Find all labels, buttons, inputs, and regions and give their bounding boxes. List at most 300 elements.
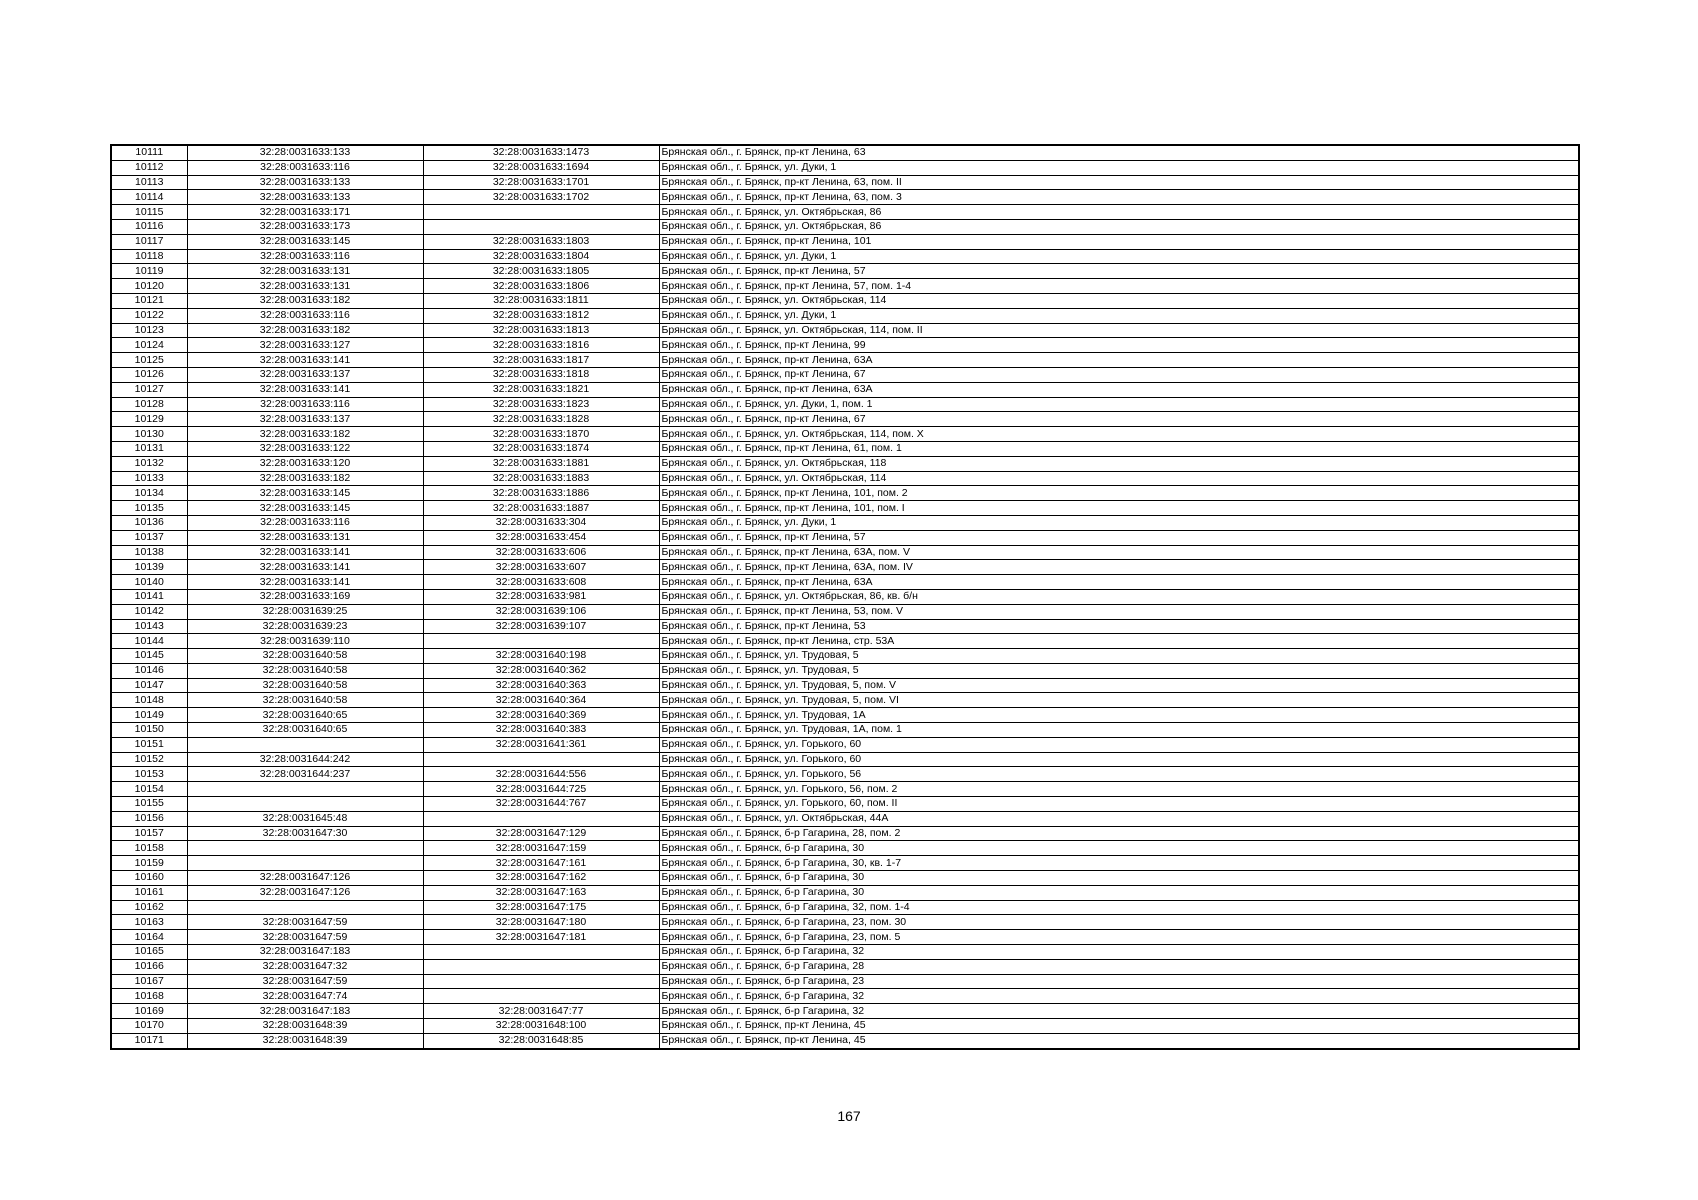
table-row	[111, 219, 1579, 234]
land-plot-number-cell: 32:28:0031647:126	[187, 885, 423, 900]
address-cell: Брянская обл., г. Брянск, ул. Горького, 60, пом. II	[659, 797, 1579, 812]
address-cell: Брянская обл., г. Брянск, ул. Горького, 60	[659, 737, 1579, 752]
land-plot-number-cell: 32:28:0031633:137	[187, 367, 423, 382]
address-cell: Брянская обл., г. Брянск, ул. Октябрьская, 44А	[659, 811, 1579, 826]
building-number-cell	[423, 634, 659, 649]
building-number-cell: 32:28:0031644:556	[423, 767, 659, 782]
address-cell: Брянская обл., г. Брянск, б-р Гагарина, 28, пом. 2	[659, 826, 1579, 841]
row-number-cell: 10166	[111, 959, 187, 974]
table-row	[111, 974, 1579, 989]
page-number: 167	[837, 1108, 861, 1124]
address-cell: Брянская обл., г. Брянск, б-р Гагарина, 30, кв. 1-7	[659, 856, 1579, 871]
land-plot-number-cell	[187, 782, 423, 797]
land-plot-number-cell: 32:28:0031633:182	[187, 323, 423, 338]
building-number-cell: 32:28:0031633:1828	[423, 412, 659, 427]
table-row	[111, 501, 1579, 516]
address-cell: Брянская обл., г. Брянск, ул. Октябрьская, 114, пом. II	[659, 323, 1579, 338]
table-row	[111, 353, 1579, 368]
row-number-cell: 10147	[111, 678, 187, 693]
table-row	[111, 619, 1579, 634]
table-row	[111, 293, 1579, 308]
address-cell: Брянская обл., г. Брянск, б-р Гагарина, 32, пом. 1-4	[659, 900, 1579, 915]
building-number-cell: 32:28:0031639:106	[423, 604, 659, 619]
land-plot-number-cell: 32:28:0031647:59	[187, 915, 423, 930]
table-row	[111, 989, 1579, 1004]
table-row	[111, 693, 1579, 708]
building-number-cell: 32:28:0031648:85	[423, 1033, 659, 1048]
address-cell: Брянская обл., г. Брянск, ул. Октябрьская, 118	[659, 456, 1579, 471]
table-row	[111, 708, 1579, 723]
table-row	[111, 752, 1579, 767]
land-plot-number-cell: 32:28:0031640:58	[187, 663, 423, 678]
table-row	[111, 205, 1579, 220]
row-number-cell: 10128	[111, 397, 187, 412]
table-row	[111, 530, 1579, 545]
building-number-cell: 32:28:0031647:175	[423, 900, 659, 915]
building-number-cell: 32:28:0031648:100	[423, 1019, 659, 1034]
table-row	[111, 545, 1579, 560]
row-number-cell: 10145	[111, 649, 187, 664]
land-plot-number-cell: 32:28:0031640:58	[187, 693, 423, 708]
land-plot-number-cell: 32:28:0031633:116	[187, 397, 423, 412]
land-plot-number-cell: 32:28:0031633:141	[187, 353, 423, 368]
building-number-cell: 32:28:0031647:163	[423, 885, 659, 900]
building-number-cell: 32:28:0031640:364	[423, 693, 659, 708]
row-number-cell: 10137	[111, 530, 187, 545]
address-cell: Брянская обл., г. Брянск, пр-кт Ленина, 53	[659, 619, 1579, 634]
building-number-cell	[423, 989, 659, 1004]
address-cell: Брянская обл., г. Брянск, пр-кт Ленина, 63А	[659, 353, 1579, 368]
address-cell: Брянская обл., г. Брянск, ул. Дуки, 1	[659, 249, 1579, 264]
building-number-cell	[423, 752, 659, 767]
land-plot-number-cell: 32:28:0031633:116	[187, 249, 423, 264]
land-plot-number-cell: 32:28:0031633:131	[187, 530, 423, 545]
row-number-cell: 10143	[111, 619, 187, 634]
address-cell: Брянская обл., г. Брянск, пр-кт Ленина, 101	[659, 234, 1579, 249]
row-number-cell: 10118	[111, 249, 187, 264]
row-number-cell: 10116	[111, 219, 187, 234]
building-number-cell: 32:28:0031633:1817	[423, 353, 659, 368]
address-cell: Брянская обл., г. Брянск, пр-кт Ленина, 57	[659, 264, 1579, 279]
address-cell: Брянская обл., г. Брянск, ул. Дуки, 1	[659, 515, 1579, 530]
building-number-cell: 32:28:0031633:1816	[423, 338, 659, 353]
row-number-cell: 10161	[111, 885, 187, 900]
address-cell: Брянская обл., г. Брянск, ул. Трудовая, 1А	[659, 708, 1579, 723]
land-plot-number-cell: 32:28:0031633:116	[187, 308, 423, 323]
building-number-cell: 32:28:0031633:1701	[423, 175, 659, 190]
address-cell: Брянская обл., г. Брянск, пр-кт Ленина, 63, пом. 3	[659, 190, 1579, 205]
land-plot-number-cell: 32:28:0031640:65	[187, 723, 423, 738]
building-number-cell: 32:28:0031633:1694	[423, 160, 659, 175]
address-cell: Брянская обл., г. Брянск, б-р Гагарина, 23	[659, 974, 1579, 989]
land-plot-number-cell: 32:28:0031647:74	[187, 989, 423, 1004]
table-row	[111, 856, 1579, 871]
address-cell: Брянская обл., г. Брянск, ул. Горького, 56, пом. 2	[659, 782, 1579, 797]
address-cell: Брянская обл., г. Брянск, пр-кт Ленина, 99	[659, 338, 1579, 353]
table-row	[111, 367, 1579, 382]
building-number-cell: 32:28:0031647:162	[423, 871, 659, 886]
address-cell: Брянская обл., г. Брянск, пр-кт Ленина, 63А	[659, 575, 1579, 590]
table-row	[111, 959, 1579, 974]
row-number-cell: 10125	[111, 353, 187, 368]
table-row	[111, 575, 1579, 590]
land-plot-number-cell	[187, 900, 423, 915]
row-number-cell: 10120	[111, 279, 187, 294]
land-plot-number-cell: 32:28:0031647:30	[187, 826, 423, 841]
building-number-cell: 32:28:0031633:981	[423, 589, 659, 604]
land-plot-number-cell: 32:28:0031633:120	[187, 456, 423, 471]
row-number-cell: 10142	[111, 604, 187, 619]
land-plot-number-cell: 32:28:0031647:183	[187, 1004, 423, 1019]
land-plot-number-cell: 32:28:0031633:133	[187, 190, 423, 205]
table-row	[111, 456, 1579, 471]
building-number-cell: 32:28:0031633:1805	[423, 264, 659, 279]
row-number-cell: 10123	[111, 323, 187, 338]
row-number-cell: 10167	[111, 974, 187, 989]
table-row	[111, 900, 1579, 915]
building-number-cell: 32:28:0031633:454	[423, 530, 659, 545]
address-cell: Брянская обл., г. Брянск, б-р Гагарина, 30	[659, 871, 1579, 886]
land-plot-number-cell: 32:28:0031648:39	[187, 1019, 423, 1034]
building-number-cell: 32:28:0031633:1887	[423, 501, 659, 516]
address-cell: Брянская обл., г. Брянск, ул. Октябрьская, 86, кв. б/н	[659, 589, 1579, 604]
building-number-cell	[423, 959, 659, 974]
building-number-cell: 32:28:0031647:129	[423, 826, 659, 841]
land-plot-number-cell: 32:28:0031633:141	[187, 545, 423, 560]
row-number-cell: 10170	[111, 1019, 187, 1034]
building-number-cell: 32:28:0031633:606	[423, 545, 659, 560]
address-cell: Брянская обл., г. Брянск, пр-кт Ленина, 53, пом. V	[659, 604, 1579, 619]
address-cell: Брянская обл., г. Брянск, ул. Трудовая, 5	[659, 649, 1579, 664]
building-number-cell: 32:28:0031633:1818	[423, 367, 659, 382]
table-row	[111, 190, 1579, 205]
table-row	[111, 175, 1579, 190]
row-number-cell: 10153	[111, 767, 187, 782]
table-row	[111, 427, 1579, 442]
table-row	[111, 723, 1579, 738]
building-number-cell	[423, 945, 659, 960]
land-plot-number-cell	[187, 856, 423, 871]
row-number-cell: 10117	[111, 234, 187, 249]
land-plot-number-cell: 32:28:0031633:145	[187, 234, 423, 249]
row-number-cell: 10163	[111, 915, 187, 930]
row-number-cell: 10144	[111, 634, 187, 649]
building-number-cell: 32:28:0031644:767	[423, 797, 659, 812]
building-number-cell: 32:28:0031647:161	[423, 856, 659, 871]
table-row	[111, 560, 1579, 575]
building-number-cell: 32:28:0031633:1870	[423, 427, 659, 442]
table-row	[111, 412, 1579, 427]
row-number-cell: 10112	[111, 160, 187, 175]
building-number-cell: 32:28:0031647:180	[423, 915, 659, 930]
land-plot-number-cell: 32:28:0031633:145	[187, 501, 423, 516]
building-number-cell: 32:28:0031640:363	[423, 678, 659, 693]
building-number-cell: 32:28:0031640:198	[423, 649, 659, 664]
land-plot-number-cell: 32:28:0031647:32	[187, 959, 423, 974]
land-plot-number-cell: 32:28:0031633:131	[187, 264, 423, 279]
address-cell: Брянская обл., г. Брянск, ул. Трудовая, 5	[659, 663, 1579, 678]
table-row	[111, 826, 1579, 841]
table-row	[111, 649, 1579, 664]
row-number-cell: 10148	[111, 693, 187, 708]
row-number-cell: 10146	[111, 663, 187, 678]
row-number-cell: 10135	[111, 501, 187, 516]
land-plot-number-cell	[187, 797, 423, 812]
table-row	[111, 160, 1579, 175]
address-cell: Брянская обл., г. Брянск, пр-кт Ленина, 63	[659, 145, 1579, 160]
row-number-cell: 10134	[111, 486, 187, 501]
row-number-cell: 10131	[111, 441, 187, 456]
row-number-cell: 10154	[111, 782, 187, 797]
row-number-cell: 10155	[111, 797, 187, 812]
row-number-cell: 10126	[111, 367, 187, 382]
table-row	[111, 811, 1579, 826]
building-number-cell: 32:28:0031633:1811	[423, 293, 659, 308]
address-cell: Брянская обл., г. Брянск, пр-кт Ленина, 45	[659, 1033, 1579, 1048]
row-number-cell: 10127	[111, 382, 187, 397]
table-row	[111, 1004, 1579, 1019]
address-cell: Брянская обл., г. Брянск, ул. Горького, 60	[659, 752, 1579, 767]
address-cell: Брянская обл., г. Брянск, пр-кт Ленина, 63А, пом. V	[659, 545, 1579, 560]
table-row	[111, 471, 1579, 486]
table-row	[111, 486, 1579, 501]
row-number-cell: 10164	[111, 930, 187, 945]
table-row	[111, 663, 1579, 678]
row-number-cell: 10130	[111, 427, 187, 442]
building-number-cell	[423, 205, 659, 220]
building-number-cell: 32:28:0031644:725	[423, 782, 659, 797]
table-row	[111, 441, 1579, 456]
address-cell: Брянская обл., г. Брянск, пр-кт Ленина, 57, пом. 1-4	[659, 279, 1579, 294]
building-number-cell: 32:28:0031633:1821	[423, 382, 659, 397]
table-row	[111, 264, 1579, 279]
building-number-cell: 32:28:0031633:1886	[423, 486, 659, 501]
row-number-cell: 10124	[111, 338, 187, 353]
land-plot-number-cell: 32:28:0031633:141	[187, 575, 423, 590]
property-table-body	[111, 145, 1579, 1049]
building-number-cell	[423, 811, 659, 826]
address-cell: Брянская обл., г. Брянск, ул. Трудовая, 1А, пом. 1	[659, 723, 1579, 738]
row-number-cell: 10168	[111, 989, 187, 1004]
land-plot-number-cell: 32:28:0031633:116	[187, 160, 423, 175]
land-plot-number-cell: 32:28:0031633:182	[187, 471, 423, 486]
land-plot-number-cell: 32:28:0031647:59	[187, 974, 423, 989]
land-plot-number-cell: 32:28:0031633:173	[187, 219, 423, 234]
building-number-cell: 32:28:0031647:181	[423, 930, 659, 945]
land-plot-number-cell: 32:28:0031633:141	[187, 560, 423, 575]
building-number-cell: 32:28:0031641:361	[423, 737, 659, 752]
building-number-cell: 32:28:0031647:159	[423, 841, 659, 856]
row-number-cell: 10133	[111, 471, 187, 486]
building-number-cell: 32:28:0031633:607	[423, 560, 659, 575]
land-plot-number-cell: 32:28:0031645:48	[187, 811, 423, 826]
address-cell: Брянская обл., г. Брянск, пр-кт Ленина, 63А, пом. IV	[659, 560, 1579, 575]
address-cell: Брянская обл., г. Брянск, ул. Октябрьская, 114, пом. X	[659, 427, 1579, 442]
building-number-cell: 32:28:0031639:107	[423, 619, 659, 634]
building-number-cell: 32:28:0031633:1881	[423, 456, 659, 471]
land-plot-number-cell: 32:28:0031647:59	[187, 930, 423, 945]
table-row	[111, 885, 1579, 900]
address-cell: Брянская обл., г. Брянск, б-р Гагарина, 32	[659, 945, 1579, 960]
row-number-cell: 10171	[111, 1033, 187, 1048]
address-cell: Брянская обл., г. Брянск, ул. Октябрьская, 114	[659, 293, 1579, 308]
row-number-cell: 10141	[111, 589, 187, 604]
land-plot-number-cell: 32:28:0031633:182	[187, 427, 423, 442]
row-number-cell: 10158	[111, 841, 187, 856]
row-number-cell: 10159	[111, 856, 187, 871]
address-cell: Брянская обл., г. Брянск, ул. Трудовая, 5, пом. VI	[659, 693, 1579, 708]
row-number-cell: 10113	[111, 175, 187, 190]
row-number-cell: 10114	[111, 190, 187, 205]
land-plot-number-cell: 32:28:0031633:171	[187, 205, 423, 220]
row-number-cell: 10132	[111, 456, 187, 471]
table-row	[111, 915, 1579, 930]
address-cell: Брянская обл., г. Брянск, б-р Гагарина, 32	[659, 1004, 1579, 1019]
row-number-cell: 10121	[111, 293, 187, 308]
building-number-cell: 32:28:0031633:1812	[423, 308, 659, 323]
land-plot-number-cell: 32:28:0031633:116	[187, 515, 423, 530]
address-cell: Брянская обл., г. Брянск, пр-кт Ленина, 63, пом. II	[659, 175, 1579, 190]
table-row	[111, 397, 1579, 412]
table-row	[111, 930, 1579, 945]
land-plot-number-cell	[187, 737, 423, 752]
table-row	[111, 945, 1579, 960]
building-number-cell: 32:28:0031633:1823	[423, 397, 659, 412]
address-cell: Брянская обл., г. Брянск, б-р Гагарина, 28	[659, 959, 1579, 974]
land-plot-number-cell: 32:28:0031633:133	[187, 175, 423, 190]
table-row	[111, 515, 1579, 530]
row-number-cell: 10139	[111, 560, 187, 575]
row-number-cell: 10111	[111, 145, 187, 160]
land-plot-number-cell: 32:28:0031644:242	[187, 752, 423, 767]
land-plot-number-cell: 32:28:0031633:145	[187, 486, 423, 501]
address-cell: Брянская обл., г. Брянск, ул. Октябрьская, 114	[659, 471, 1579, 486]
building-number-cell: 32:28:0031633:304	[423, 515, 659, 530]
row-number-cell: 10162	[111, 900, 187, 915]
land-plot-number-cell: 32:28:0031647:183	[187, 945, 423, 960]
land-plot-number-cell: 32:28:0031639:110	[187, 634, 423, 649]
land-plot-number-cell: 32:28:0031644:237	[187, 767, 423, 782]
row-number-cell: 10129	[111, 412, 187, 427]
address-cell: Брянская обл., г. Брянск, пр-кт Ленина, 67	[659, 412, 1579, 427]
land-plot-number-cell: 32:28:0031640:58	[187, 678, 423, 693]
address-cell: Брянская обл., г. Брянск, ул. Дуки, 1, пом. 1	[659, 397, 1579, 412]
land-plot-number-cell: 32:28:0031640:65	[187, 708, 423, 723]
address-cell: Брянская обл., г. Брянск, пр-кт Ленина, 63А	[659, 382, 1579, 397]
row-number-cell: 10149	[111, 708, 187, 723]
row-number-cell: 10140	[111, 575, 187, 590]
address-cell: Брянская обл., г. Брянск, ул. Дуки, 1	[659, 308, 1579, 323]
table-row	[111, 871, 1579, 886]
table-row	[111, 249, 1579, 264]
address-cell: Брянская обл., г. Брянск, ул. Горького, 56	[659, 767, 1579, 782]
table-row	[111, 841, 1579, 856]
building-number-cell: 32:28:0031633:1702	[423, 190, 659, 205]
table-row	[111, 382, 1579, 397]
property-table	[110, 144, 1580, 1050]
address-cell: Брянская обл., г. Брянск, пр-кт Ленина, стр. 53А	[659, 634, 1579, 649]
land-plot-number-cell: 32:28:0031633:131	[187, 279, 423, 294]
row-number-cell: 10160	[111, 871, 187, 886]
land-plot-number-cell: 32:28:0031633:133	[187, 145, 423, 160]
address-cell: Брянская обл., г. Брянск, пр-кт Ленина, 57	[659, 530, 1579, 545]
table-row	[111, 323, 1579, 338]
address-cell: Брянская обл., г. Брянск, ул. Октябрьская, 86	[659, 219, 1579, 234]
row-number-cell: 10157	[111, 826, 187, 841]
building-number-cell: 32:28:0031633:608	[423, 575, 659, 590]
address-cell: Брянская обл., г. Брянск, пр-кт Ленина, 101, пом. I	[659, 501, 1579, 516]
land-plot-number-cell: 32:28:0031633:137	[187, 412, 423, 427]
land-plot-number-cell: 32:28:0031647:126	[187, 871, 423, 886]
table-row	[111, 1033, 1579, 1048]
building-number-cell: 32:28:0031647:77	[423, 1004, 659, 1019]
land-plot-number-cell: 32:28:0031640:58	[187, 649, 423, 664]
building-number-cell: 32:28:0031633:1813	[423, 323, 659, 338]
land-plot-number-cell: 32:28:0031639:23	[187, 619, 423, 634]
table-row	[111, 797, 1579, 812]
building-number-cell: 32:28:0031633:1804	[423, 249, 659, 264]
table-row	[111, 589, 1579, 604]
row-number-cell: 10138	[111, 545, 187, 560]
row-number-cell: 10151	[111, 737, 187, 752]
table-row	[111, 604, 1579, 619]
address-cell: Брянская обл., г. Брянск, ул. Дуки, 1	[659, 160, 1579, 175]
building-number-cell: 32:28:0031633:1803	[423, 234, 659, 249]
building-number-cell: 32:28:0031633:1883	[423, 471, 659, 486]
building-number-cell	[423, 974, 659, 989]
address-cell: Брянская обл., г. Брянск, б-р Гагарина, 23, пом. 5	[659, 930, 1579, 945]
address-cell: Брянская обл., г. Брянск, пр-кт Ленина, 45	[659, 1019, 1579, 1034]
building-number-cell: 32:28:0031640:383	[423, 723, 659, 738]
table-row	[111, 767, 1579, 782]
land-plot-number-cell	[187, 841, 423, 856]
land-plot-number-cell: 32:28:0031633:127	[187, 338, 423, 353]
building-number-cell: 32:28:0031633:1874	[423, 441, 659, 456]
table-row	[111, 308, 1579, 323]
address-cell: Брянская обл., г. Брянск, пр-кт Ленина, 61, пом. 1	[659, 441, 1579, 456]
building-number-cell: 32:28:0031640:369	[423, 708, 659, 723]
land-plot-number-cell: 32:28:0031639:25	[187, 604, 423, 619]
row-number-cell: 10165	[111, 945, 187, 960]
land-plot-number-cell: 32:28:0031633:169	[187, 589, 423, 604]
row-number-cell: 10136	[111, 515, 187, 530]
address-cell: Брянская обл., г. Брянск, ул. Октябрьская, 86	[659, 205, 1579, 220]
table-row	[111, 338, 1579, 353]
row-number-cell: 10119	[111, 264, 187, 279]
table-row	[111, 1019, 1579, 1034]
address-cell: Брянская обл., г. Брянск, б-р Гагарина, 23, пом. 30	[659, 915, 1579, 930]
land-plot-number-cell: 32:28:0031633:122	[187, 441, 423, 456]
table-row	[111, 279, 1579, 294]
table-row	[111, 782, 1579, 797]
address-cell: Брянская обл., г. Брянск, б-р Гагарина, 32	[659, 989, 1579, 1004]
address-cell: Брянская обл., г. Брянск, ул. Трудовая, 5, пом. V	[659, 678, 1579, 693]
row-number-cell: 10152	[111, 752, 187, 767]
address-cell: Брянская обл., г. Брянск, б-р Гагарина, 30	[659, 885, 1579, 900]
table-row	[111, 145, 1579, 160]
address-cell: Брянская обл., г. Брянск, б-р Гагарина, 30	[659, 841, 1579, 856]
building-number-cell	[423, 219, 659, 234]
address-cell: Брянская обл., г. Брянск, пр-кт Ленина, 101, пом. 2	[659, 486, 1579, 501]
row-number-cell: 10115	[111, 205, 187, 220]
table-row	[111, 737, 1579, 752]
row-number-cell: 10150	[111, 723, 187, 738]
table-row	[111, 678, 1579, 693]
address-cell: Брянская обл., г. Брянск, пр-кт Ленина, 67	[659, 367, 1579, 382]
building-number-cell: 32:28:0031633:1473	[423, 145, 659, 160]
land-plot-number-cell: 32:28:0031633:141	[187, 382, 423, 397]
row-number-cell: 10156	[111, 811, 187, 826]
